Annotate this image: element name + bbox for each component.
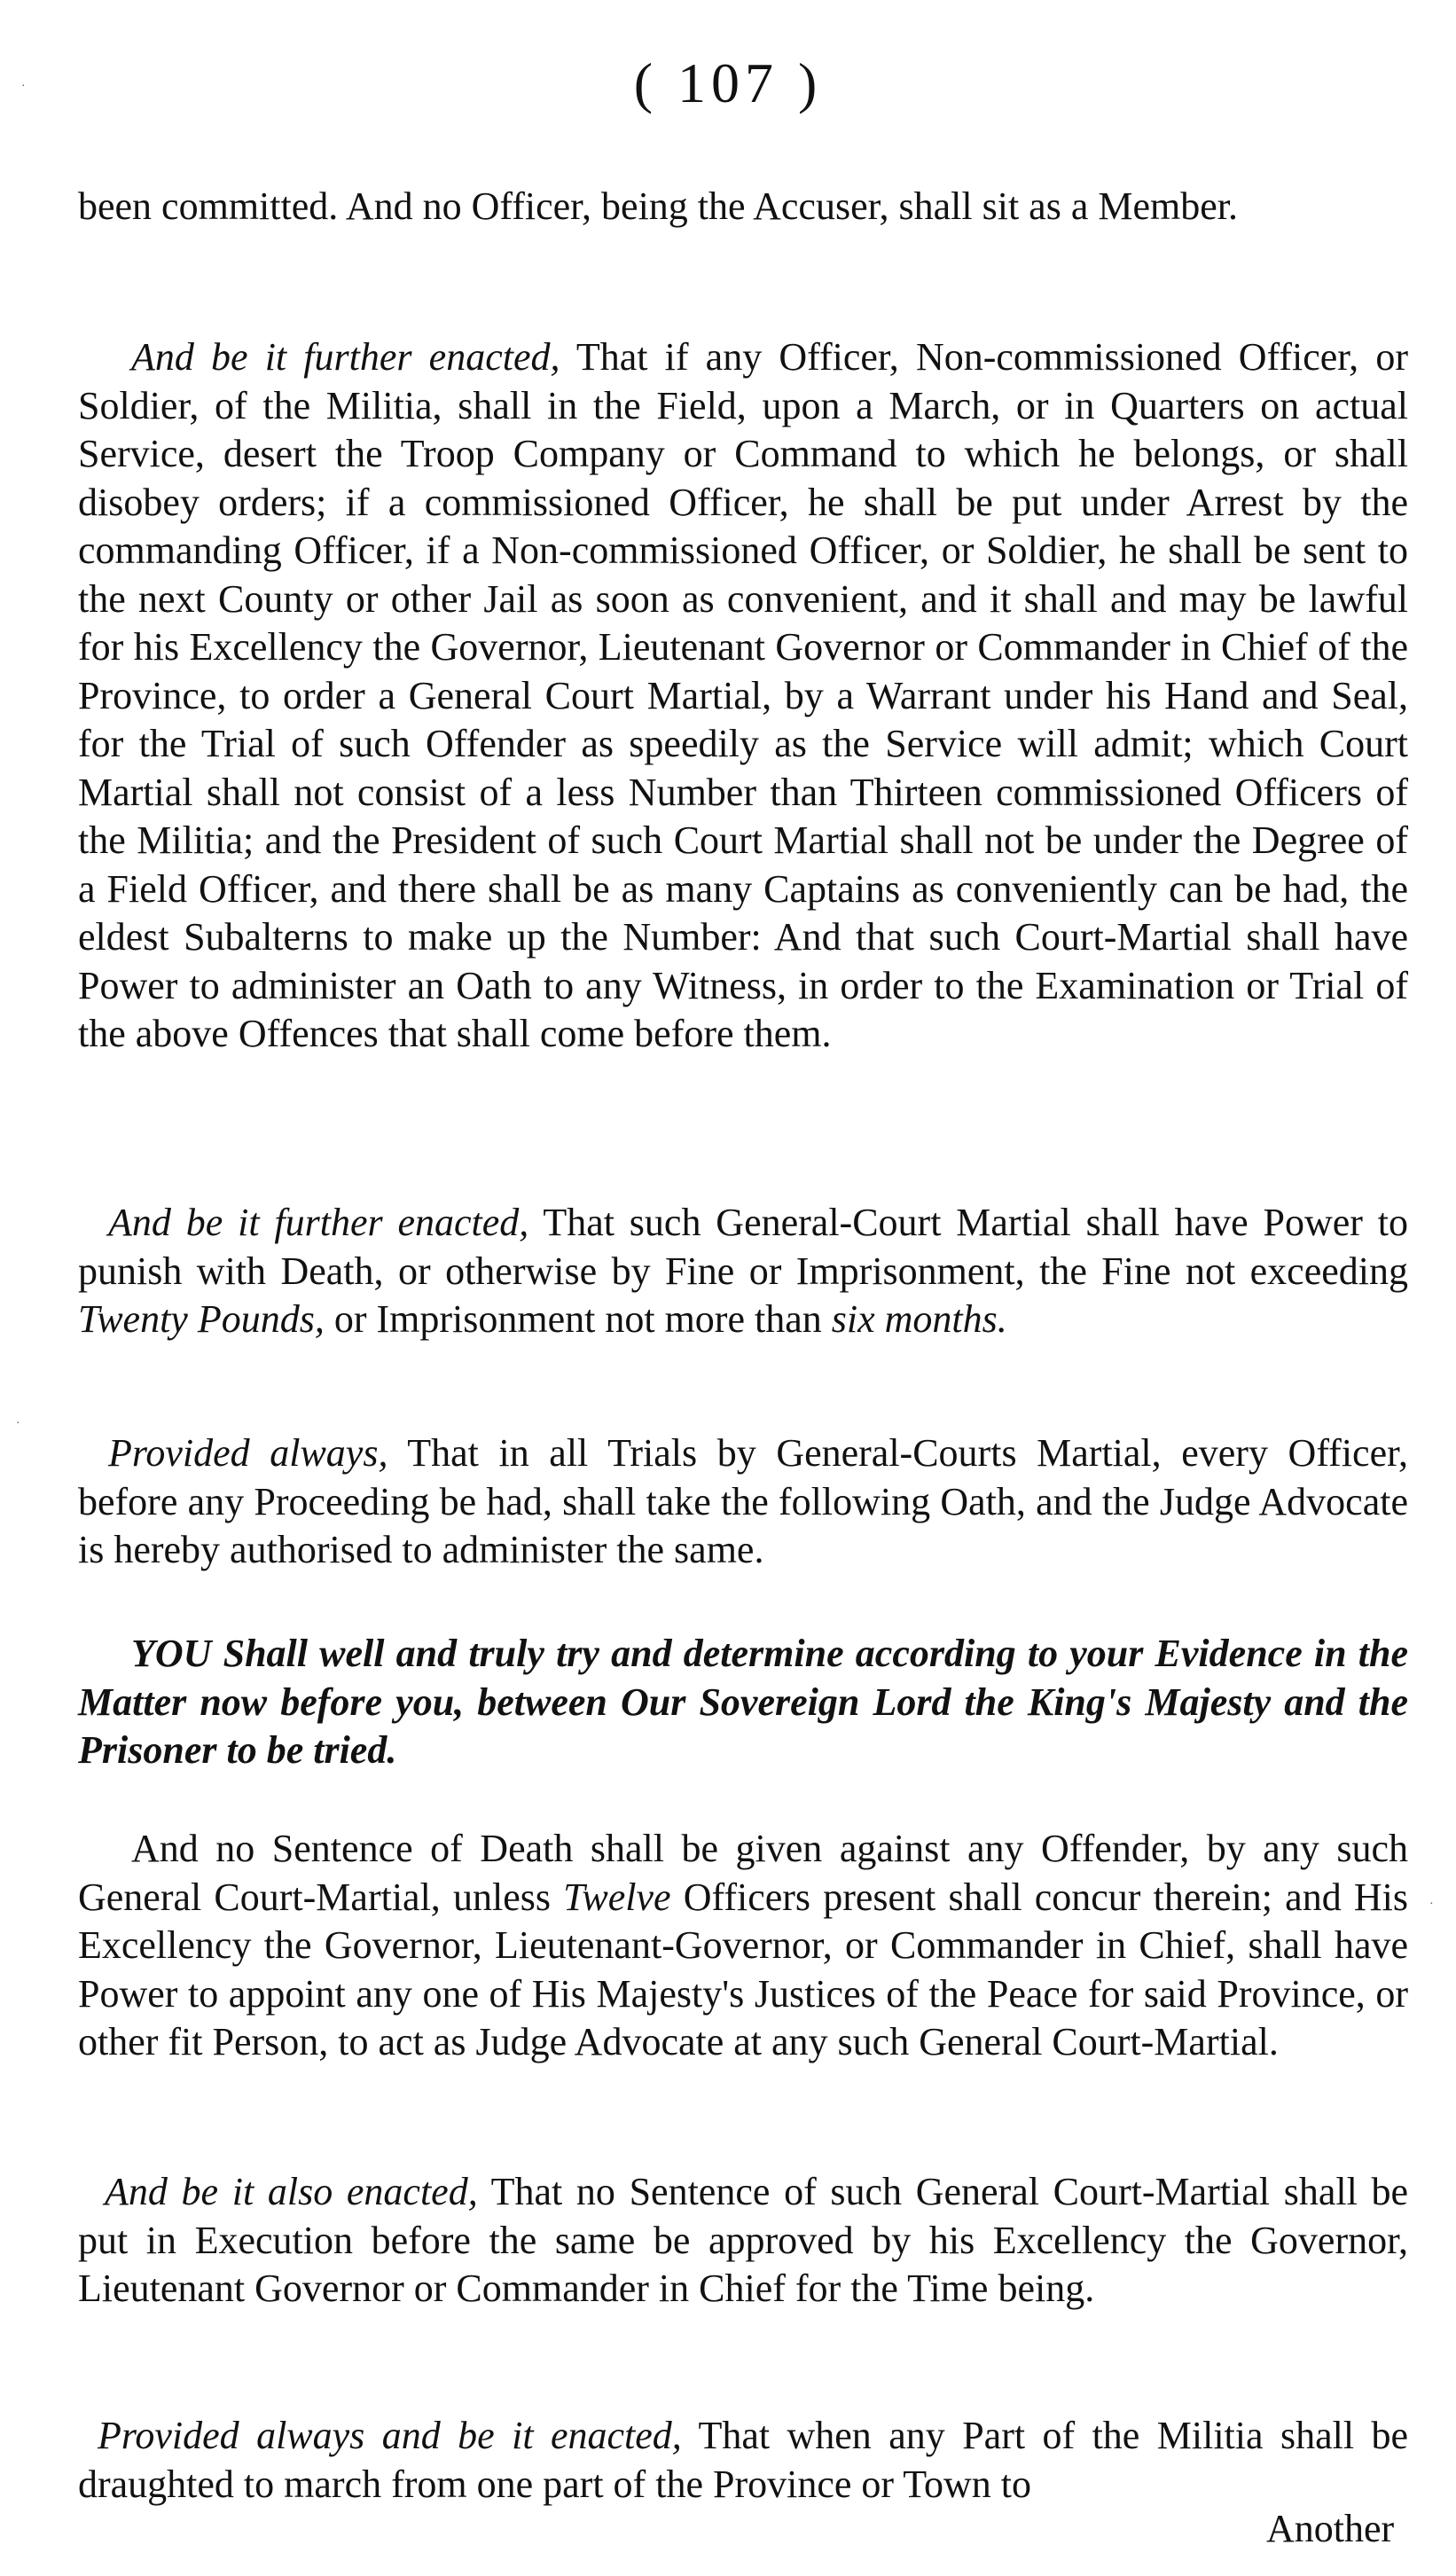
margin-mark: · xyxy=(16,1417,20,1430)
oath-body: YOU Shall well and truly try and determine according to your Evidence in the Matter now before you, between Our Sovereign Lord the King's Majesty and the Prisoner to be tried. xyxy=(78,1632,1408,1772)
paragraph-approval xyxy=(78,2168,1408,2314)
catchword: Another xyxy=(1266,2507,1395,2550)
paragraph-punishment xyxy=(78,1199,1408,1344)
paragraph-lead: Provided always, xyxy=(108,1431,388,1475)
paragraph-italic-amount: Twenty Pounds, xyxy=(78,1297,325,1341)
paragraph-text: That if any Officer, Non-commissioned Officer, or Soldier, of the Militia, shall in the Field, upon a March, or in Quarters on actual Service, desert the Troop Company or Command to which he belongs, or shall disobey orders; if a commissioned Officer, he shall be put under Arrest by the commanding Officer, if a Non-commissioned Officer, or Soldier, he shall be sent to the next County or other Jail as soon as convenient, and it shall and may be lawful for his Excellency the Governor, Lieutenant Governor or Commander in Chief of the Province, to order a General Court Martial, by a Warrant under his Hand and Seal, for the Trial of such Offender as speedily as the Service will admit; which Court Martial shall not consist of a less Number than Thirteen commissioned Officers of the Militia; and the President of such Court Martial shall not be under the Degree of a Field Officer, and there shall be as many Captains as conveniently can be had, the eldest Subalterns to make up the Number: And that such Court-Martial shall have Power to administer an Oath to any Witness, in order to the Examination or Trial of the above Offences that shall come before them. xyxy=(78,335,1408,1055)
paragraph-text: been committed. And no Officer, being the Accuser, shall sit as a Member. xyxy=(78,184,1238,228)
oath-text xyxy=(78,1630,1408,1775)
page-number: ( 107 ) xyxy=(633,51,823,114)
paragraph-draught xyxy=(78,2412,1408,2509)
paragraph-lead: And be it further enacted, xyxy=(108,1201,529,1244)
paragraph-desertion xyxy=(78,333,1408,1059)
paragraph-lead: And be it also enacted, xyxy=(105,2170,478,2213)
paragraph-text-continued: Officers present shall concur therein; and His Excellency the Governor, Lieutenant-Governor, or Commander in Chief, shall have Power to appoint any one of His Majesty's Justices of the Peace for said Province, or other fit Person, to act as Judge Advocate at any such General Court-Martial. xyxy=(78,1875,1408,2063)
paragraph-lead: And be it further enacted, xyxy=(131,335,560,379)
paragraph-italic-term: six months. xyxy=(831,1297,1007,1341)
paragraph-italic-number: Twelve xyxy=(563,1875,671,1919)
paragraph-text-continued: or Imprisonment not more than xyxy=(324,1297,832,1341)
paragraph-text: That in all Trials by General-Courts Martial, every Officer, before any Proceeding be had, shall take the following Oath, and the Judge Advocate is hereby authorised to administer the same. xyxy=(78,1431,1409,1571)
paragraph-text: That no Sentence of such General Court-Martial shall be put in Execution before the same be approved by his Excellency the Governor, Lieutenant Governor or Commander in Chief for the Time being. xyxy=(78,2170,1408,2310)
paragraph-text: And no Sentence of Death shall be given against any Offender, by any such General Court-Martial, unless xyxy=(78,1827,1408,1919)
paragraph-text: That such General-Court Martial shall have Power to punish with Death, or otherwise by Fine or Imprisonment, the Fine not exceeding xyxy=(78,1201,1408,1293)
paragraph-lead: Provided always and be it enacted, xyxy=(98,2414,682,2457)
margin-mark: · xyxy=(1429,1898,1434,1911)
paragraph-court-member xyxy=(78,183,1408,231)
margin-mark: · xyxy=(21,80,26,93)
paragraph-oath-requirement xyxy=(78,1429,1408,1575)
paragraph-text: That when any Part of the Militia shall be draughted to march from one part of the Province or Town to xyxy=(78,2414,1409,2506)
paragraph-sentence-of-death xyxy=(78,1825,1408,2067)
